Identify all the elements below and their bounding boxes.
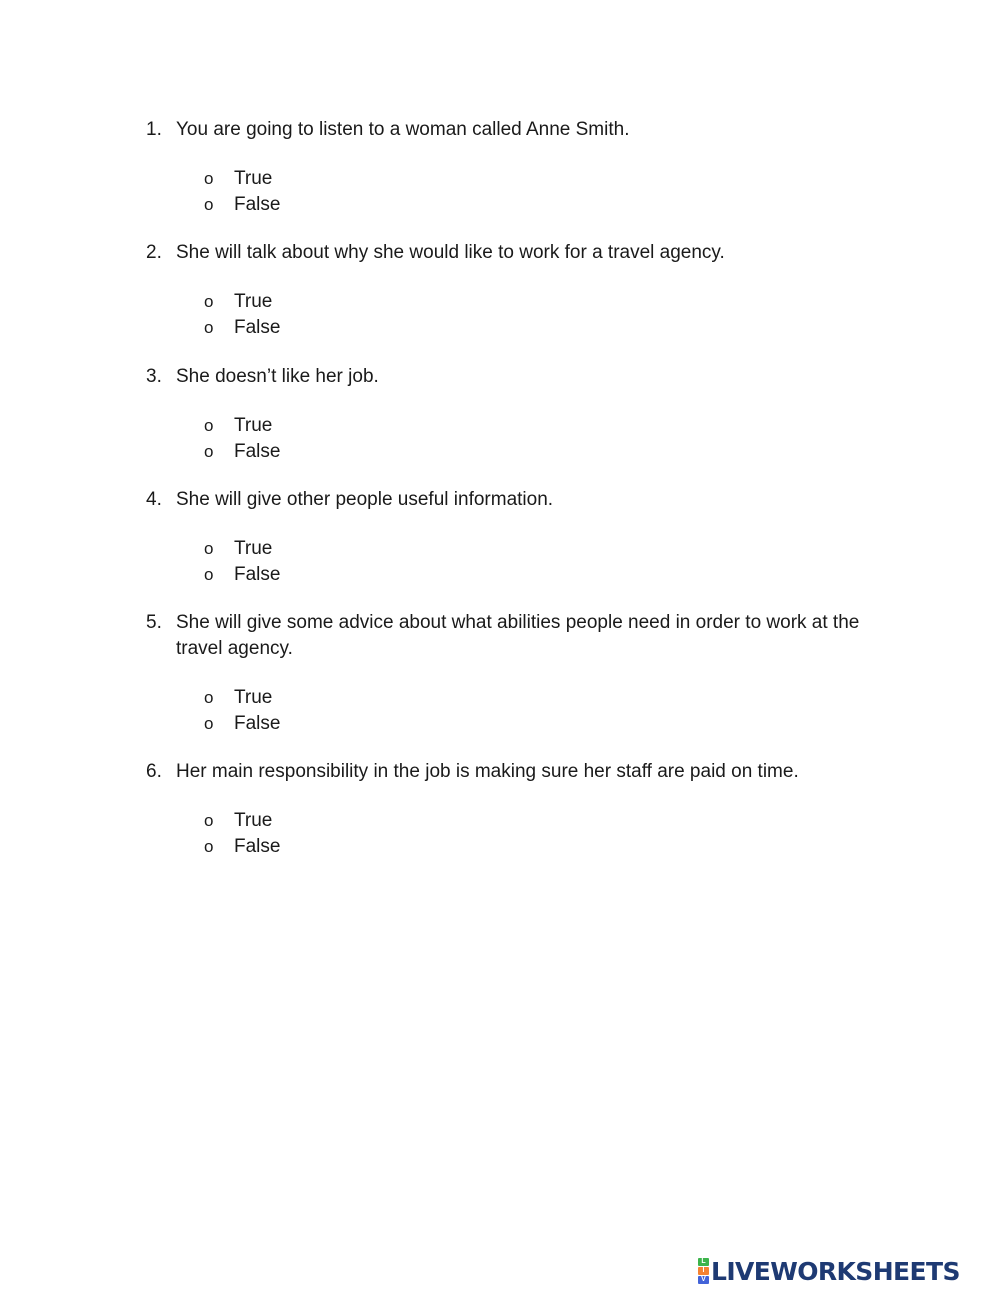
radio-circle-icon[interactable]: o bbox=[204, 837, 214, 856]
question-text: She will talk about why she would like to work for a travel agency. bbox=[176, 242, 725, 263]
option-true[interactable] bbox=[204, 808, 866, 834]
question-number: 6. bbox=[146, 761, 162, 782]
logo-wordmark: LIVEWORKSHEETS bbox=[711, 1256, 960, 1286]
option-false[interactable] bbox=[204, 439, 866, 465]
logo-block-v: V bbox=[698, 1276, 709, 1284]
option-label: True bbox=[234, 538, 273, 559]
option-false[interactable] bbox=[204, 192, 866, 218]
answer-options bbox=[204, 289, 866, 341]
option-true[interactable] bbox=[204, 685, 866, 711]
question-text: Her main responsibility in the job is making sure her staff are paid on time. bbox=[176, 761, 799, 782]
liveworksheets-logo bbox=[698, 1257, 960, 1285]
question-1 bbox=[146, 117, 866, 218]
question-text: She will give other people useful information. bbox=[176, 489, 554, 510]
question-number: 2. bbox=[146, 242, 162, 263]
question-number: 4. bbox=[146, 489, 162, 510]
answer-options bbox=[204, 685, 866, 737]
option-label: False bbox=[234, 713, 281, 734]
radio-circle-icon[interactable]: o bbox=[204, 688, 214, 707]
option-label: True bbox=[234, 415, 273, 436]
radio-circle-icon[interactable]: o bbox=[204, 292, 214, 311]
radio-circle-icon[interactable]: o bbox=[204, 442, 214, 461]
radio-circle-icon[interactable]: o bbox=[204, 539, 214, 558]
option-false[interactable] bbox=[204, 834, 866, 860]
option-label: True bbox=[234, 810, 273, 831]
option-false[interactable] bbox=[204, 315, 866, 341]
radio-circle-icon[interactable]: o bbox=[204, 416, 214, 435]
radio-circle-icon[interactable]: o bbox=[204, 811, 214, 830]
question-text: You are going to listen to a woman called Anne Smith. bbox=[176, 119, 630, 140]
answer-options bbox=[204, 808, 866, 860]
radio-circle-icon[interactable]: o bbox=[204, 318, 214, 337]
question-5 bbox=[146, 610, 866, 737]
live-blocks-icon bbox=[698, 1258, 709, 1284]
option-false[interactable] bbox=[204, 711, 866, 737]
logo-block-l: L bbox=[698, 1258, 709, 1266]
option-label: False bbox=[234, 441, 281, 462]
question-6 bbox=[146, 759, 866, 860]
option-label: False bbox=[234, 836, 281, 857]
answer-options bbox=[204, 536, 866, 588]
question-3 bbox=[146, 364, 866, 465]
question-number: 3. bbox=[146, 366, 162, 387]
question-number: 5. bbox=[146, 612, 162, 633]
option-true[interactable] bbox=[204, 413, 866, 439]
radio-circle-icon[interactable]: o bbox=[204, 169, 214, 188]
question-2 bbox=[146, 240, 866, 341]
option-label: False bbox=[234, 194, 281, 215]
question-text: She will give some advice about what abilities people need in order to work at the travel agency. bbox=[176, 612, 860, 659]
option-true[interactable] bbox=[204, 289, 866, 315]
question-4 bbox=[146, 487, 866, 588]
option-label: True bbox=[234, 687, 273, 708]
answer-options bbox=[204, 413, 866, 465]
option-label: True bbox=[234, 291, 273, 312]
radio-circle-icon[interactable]: o bbox=[204, 565, 214, 584]
answer-options bbox=[204, 166, 866, 218]
radio-circle-icon[interactable]: o bbox=[204, 195, 214, 214]
question-text: She doesn’t like her job. bbox=[176, 366, 379, 387]
option-true[interactable] bbox=[204, 536, 866, 562]
radio-circle-icon[interactable]: o bbox=[204, 714, 214, 733]
option-label: False bbox=[234, 317, 281, 338]
option-label: False bbox=[234, 564, 281, 585]
option-true[interactable] bbox=[204, 166, 866, 192]
question-number: 1. bbox=[146, 119, 162, 140]
logo-block-i: I bbox=[698, 1267, 709, 1275]
option-label: True bbox=[234, 168, 273, 189]
option-false[interactable] bbox=[204, 562, 866, 588]
